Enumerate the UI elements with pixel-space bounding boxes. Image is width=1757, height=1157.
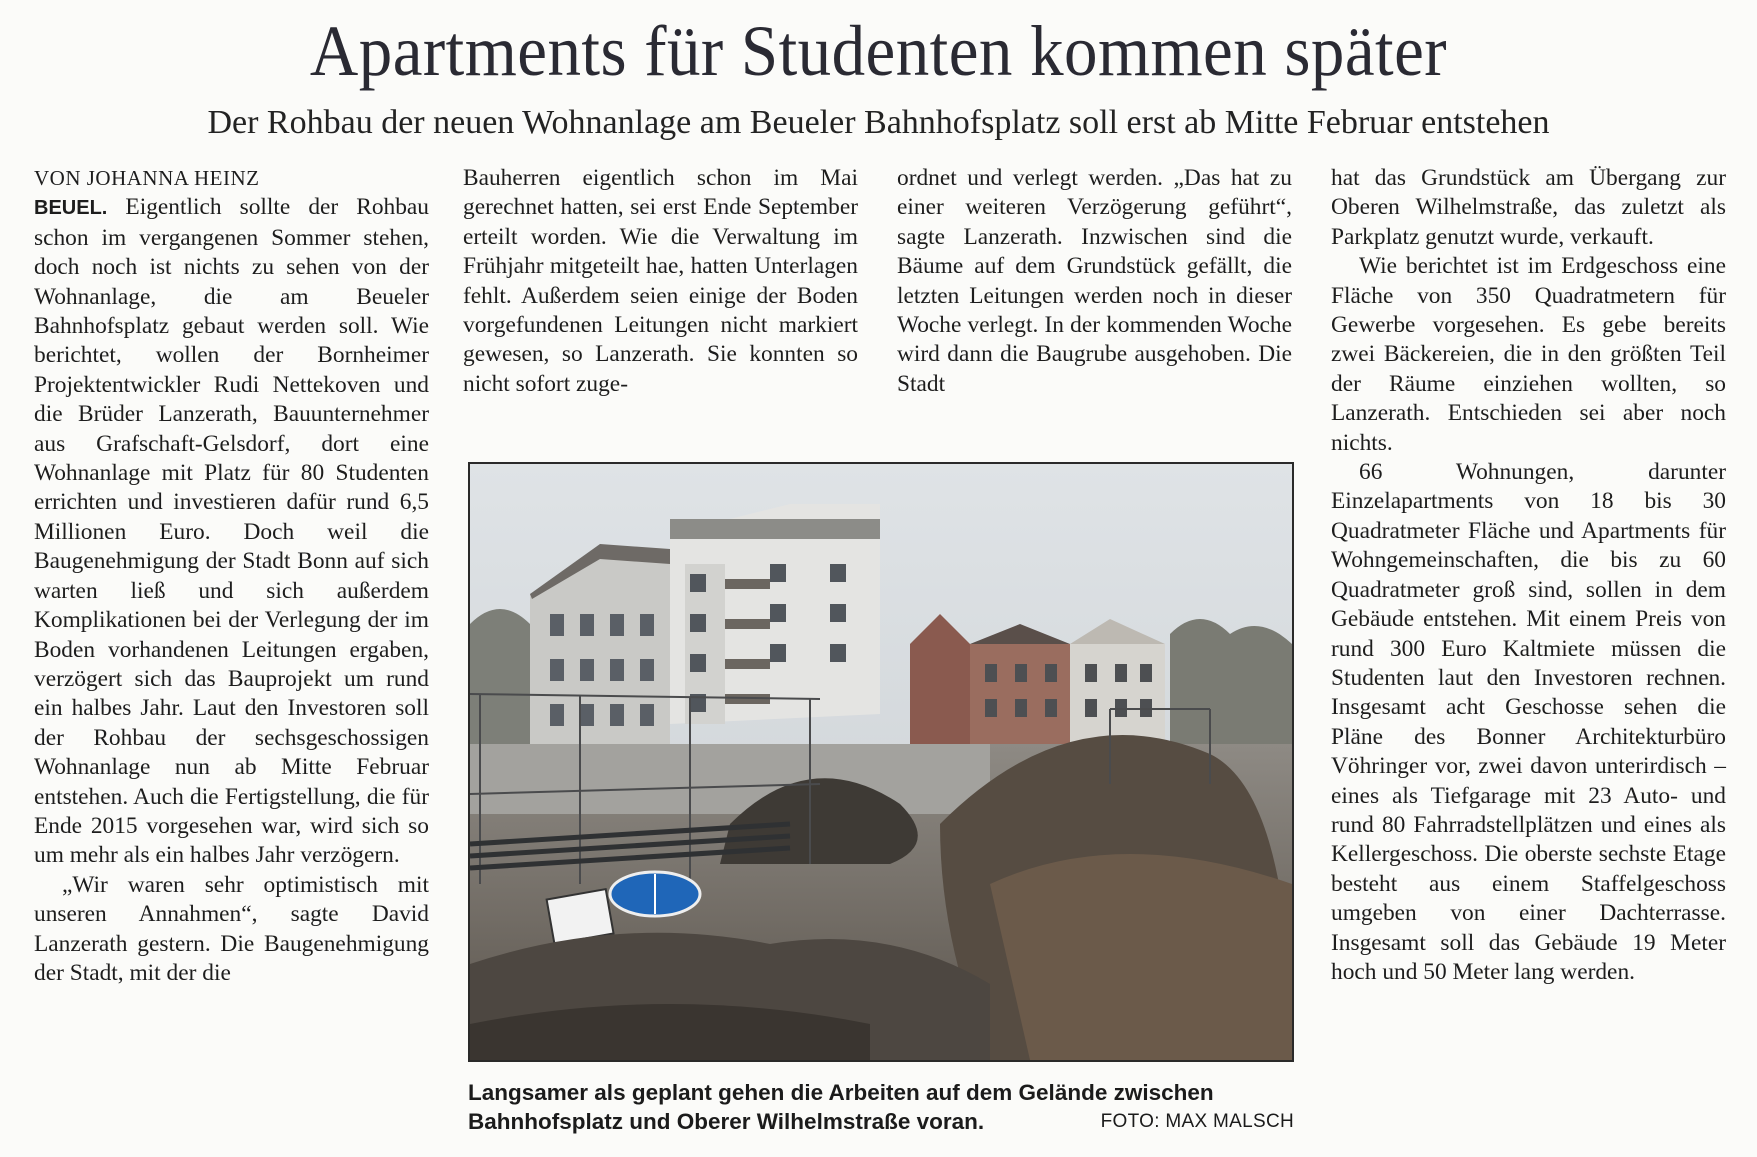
photo-caption: [468, 1078, 1294, 1136]
article-column-2: [463, 164, 858, 434]
article-column-1: [34, 164, 429, 988]
photo-credit: FOTO: MAX MALSCH: [1100, 1111, 1294, 1132]
article-column-4: [1331, 164, 1726, 987]
article-column-3: [897, 164, 1292, 434]
headline: Apartments für Studenten kommen später: [309, 11, 1448, 91]
building-gabled: [1070, 644, 1165, 744]
construction-site-photo: [468, 462, 1294, 1062]
dateline: BEUEL.: [34, 197, 108, 220]
paragraph-5: hat das Grundstück am Übergang zur Oberen Wilhelmstraße, das zuletzt als Parkplatz genutzt wurde, verkauft.: [1331, 165, 1726, 250]
paragraph-1-text: Eigentlich sollte der Rohbau schon im vergangenen Sommer stehen, doch noch ist nichts zu sehen von der Wohnanlage, die am Beueler Bahnhofsplatz gebaut werden soll. Wie berichtet, wollen der Bornheimer Projektentwickler Rudi Nettekoven und die Brüder Lanzerath, Bauunternehmer aus Grafschaft-Gelsdorf, dort eine Wohnanlage mit Platz für 80 Studenten errichten und investieren dafür rund 6,5 Millionen Euro. Doch weil die Baugenehmigung der Stadt Bonn auf sich warten ließ und sich außerdem Komplikationen bei der Verlegung der im Boden vorhandenen Leitungen ergaben, verzögert sich das Bauprojekt um rund ein halbes Jahr. Laut den Investoren soll der Rohbau der sechsgeschossigen Wohnanlage nun ab Mitte Februar entstehen. Auch die Fertigstellung, die für Ende 2015 vorgesehen war, wird sich so um mehr als ein halbes Jahr verzögern.: [34, 194, 429, 869]
photo-illustration: [470, 464, 1292, 1060]
subheadline: Der Rohbau der neuen Wohnanlage am Beueler Bahnhofsplatz soll erst ab Mitte Februar entstehen: [207, 104, 1550, 141]
caption-text: Langsamer als geplant gehen die Arbeiten auf dem Gelände zwischen Bahnhofsplatz und Oberer Wilhelmstraße voran.: [468, 1080, 1214, 1134]
paragraph-4: ordnet und verlegt werden. „Das hat zu einer weiteren Verzögerung geführt“, sagte Lanzerath. Inzwischen sind die Bäume auf dem Grundstück gefällt, die letzten Leitungen werden noch in dieser Woche verlegt. In der kommenden Woche wird dann die Baugrube ausgehoben. Die Stadt: [897, 165, 1292, 397]
paragraph-7: 66 Wohnungen, darunter Einzelapartments von 18 bis 30 Quadratmeter Fläche und Apartments für Wohngemeinschaften, die bis zu 60 Quadratmeter groß sind, sollen in dem Gebäude entstehen. Mit einem Preis von rund 300 Euro Kaltmiete müssen die Studenten laut den Investoren rechnen. Insgesamt acht Geschosse sehen die Pläne des Bonner Architekturbüro Vöhringer vor, zwei davon unterirdisch – eines als Tiefgarage mit 23 Auto- und rund 80 Fahrradstellplätzen und eines als Kellergeschoss. Die oberste sechste Etage besteht aus einem Staffelgeschoss umgeben von einer Dachterrasse. Insgesamt soll das Gebäude 19 Meter hoch und 50 Meter lang werden.: [1331, 459, 1726, 985]
paragraph-1: [34, 193, 429, 870]
paragraph-3: Bauherren eigentlich schon im Mai gerechnet hatten, sei erst Ende September erteilt worden. Wie die Verwaltung im Frühjahr mitgeteilt hae, hatten Unterlagen fehlt. Außerdem seien einige der Boden vorgefundenen Leitungen nicht markiert gewesen, so Lanzerath. Sie konnten so nicht sofort zuge-: [463, 165, 858, 397]
paragraph-2: „Wir waren sehr optimistisch mit unseren Annahmen“, sagte David Lanzerath gestern. Die Baugenehmigung der Stadt, mit der die: [34, 871, 429, 986]
byline: VON JOHANNA HEINZ: [34, 166, 260, 190]
tree-right: [1170, 619, 1292, 754]
paragraph-6: Wie berichtet ist im Erdgeschoss eine Fläche von 350 Quadratmetern für Gewerbe vorgesehen. Es gebe bereits zwei Bäckereien, die in den größten Teil der Räume einziehen wollten, so Lanzerath. Entschieden sei aber noch nichts.: [1331, 253, 1726, 456]
